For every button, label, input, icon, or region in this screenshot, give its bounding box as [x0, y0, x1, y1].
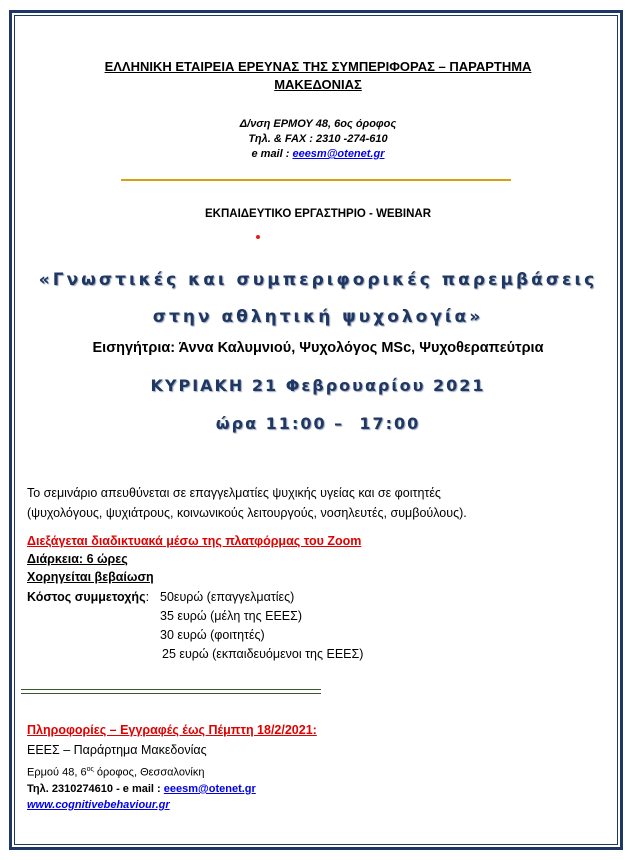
- cost-label: Κόστος συμμετοχής:: [27, 590, 150, 604]
- description: Το σεμινάριο απευθύνεται σε επαγγελματίες ψυχικής υγείας και σε φοιτητές (ψυχολόγους, ψυχιάτρους, κοινωνικούς λειτουργούς, νοσηλευτές, συμβούλους).: [27, 486, 467, 520]
- speaker: Εισηγήτρια: Άννα Καλυμνιού, Ψυχολόγος MSc, Ψυχοθεραπεύτρια: [92, 340, 544, 356]
- price-students: 30 ευρώ (φοιτητές): [160, 628, 265, 642]
- price-professionals: 50ευρώ (επαγγελματίες): [160, 590, 295, 604]
- zoom-notice: Διεξάγεται διαδικτυακά μέσω της πλατφόρμας του Zoom: [27, 534, 362, 548]
- street-address: Ερμού 48, $6^{o\varsigma}$ όροφος, Θεσσαλονίκη: [27, 766, 205, 779]
- registration-info-title: Πληροφορίες – Εγγραφές έως Πέμπτη 18/2/2021:: [27, 723, 317, 737]
- email-line: e mail : eeesm@otenet.gr: [251, 148, 385, 160]
- header-email-link[interactable]: eeesm@otenet.gr: [292, 148, 385, 160]
- contact-email-link[interactable]: eeesm@otenet.gr: [163, 783, 256, 795]
- event-type: ΕΚΠΑΙΔΕΥΤΙΚΟ ΕΡΓΑΣΤΗΡΙΟ - WEBINAR: [204, 208, 432, 220]
- certificate-notice: Χορηγείται βεβαίωση: [27, 570, 154, 584]
- event-date: ΚΥΡΙΑΚΗ 21 Φεβρουαρίου 2021: [150, 376, 486, 395]
- organization-name: ΕΛΛΗΝΙΚΗ ΕΤΑΙΡΕΙΑ ΕΡΕΥΝΑΣ ΤΗΣ ΣΥΜΠΕΡΙΦΟΡΑΣ – ΠΑΡΑΡΤΗΜΑ ΜΑΚΕΔΟΝΙΑΣ: [104, 59, 532, 92]
- event-time: ώρα 11:00 – 17:00: [215, 414, 421, 433]
- branch-name: ΕΕΕΣ – Παράρτημα Μακεδονίας: [27, 743, 207, 757]
- organization-address: [0, 117, 636, 162]
- price-members: 35 ευρώ (μέλη της ΕΕΕΣ): [160, 609, 303, 623]
- event-title: «Γνωστικές και συμπεριφορικές παρεμβάσεις στην αθλητική ψυχολογία»: [38, 270, 598, 327]
- gold-divider: [121, 179, 511, 181]
- double-divider: [21, 689, 321, 694]
- website-link[interactable]: www.cognitivebehaviour.gr: [27, 799, 170, 811]
- duration: Διάρκεια: 6 ώρες: [27, 552, 128, 566]
- address-line: Δ/νση ΕΡΜΟΥ 48, 6ος όροφος: [239, 118, 397, 130]
- price-trainees: 25 ευρώ (εκπαιδευόμενοι της ΕΕΕΣ): [162, 647, 364, 661]
- contact-phone: Τηλ. 2310274610 - e mail : eeesm@otenet.gr: [27, 783, 256, 795]
- red-bullet-icon: [256, 235, 260, 239]
- phone-fax-line: Τηλ. & FAX : 2310 -274-610: [248, 133, 388, 145]
